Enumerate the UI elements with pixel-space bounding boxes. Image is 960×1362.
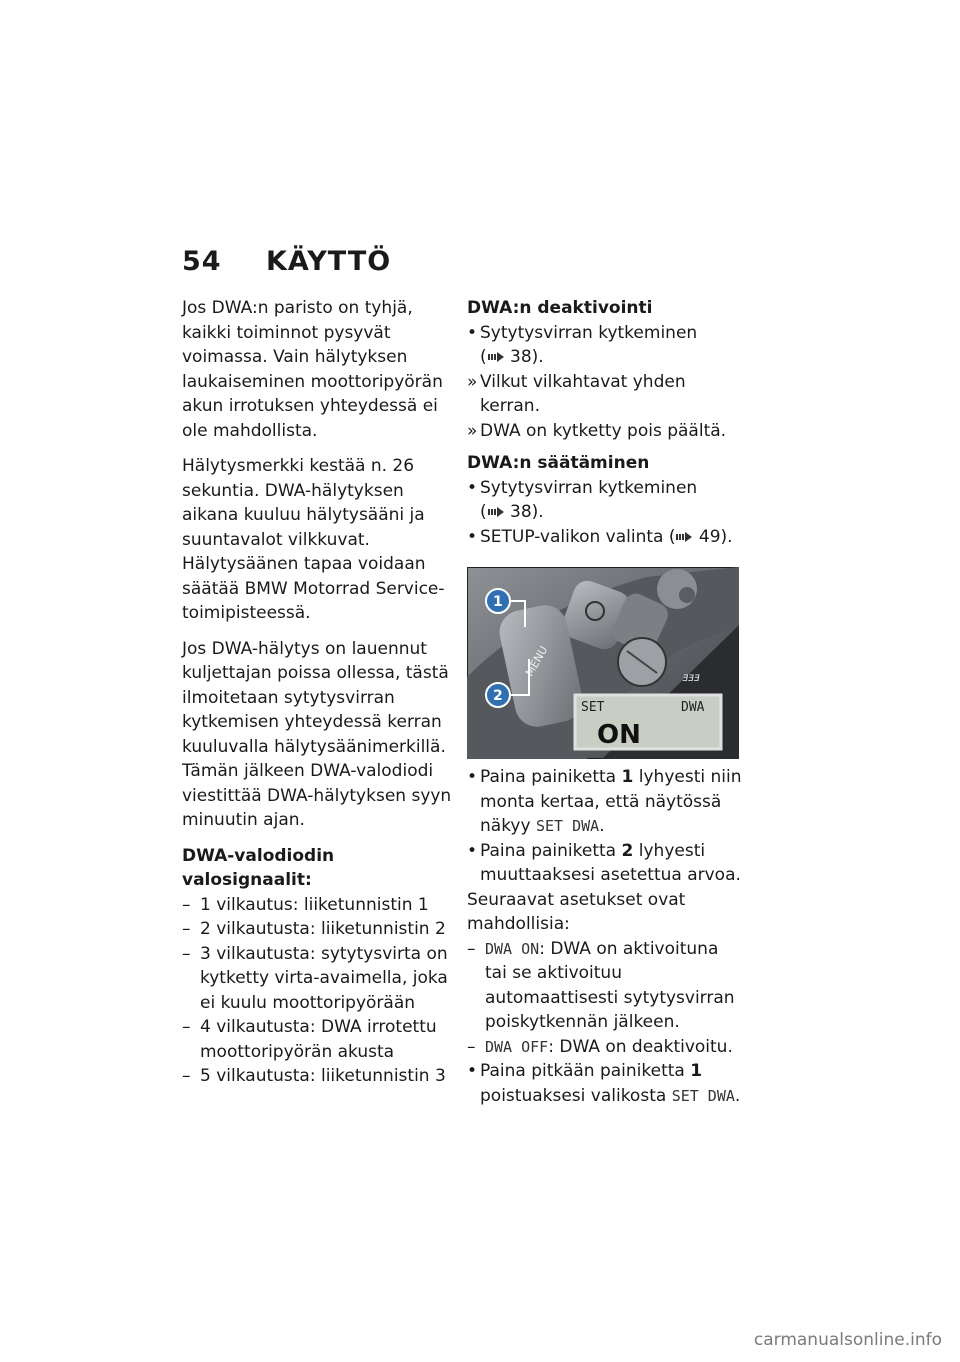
list-item: – DWA OFF: DWA on deaktivoitu. bbox=[467, 1036, 733, 1057]
display-text-on: ON bbox=[597, 720, 641, 750]
page-reference-arrow-icon bbox=[487, 351, 505, 363]
svg-text:ƎƎƎ: ƎƎƎ bbox=[682, 674, 700, 684]
list-item: » DWA on kytketty pois päältä. bbox=[467, 420, 727, 441]
list-item: – DWA ON: DWA on aktivoituna tai se aktivoituu automaattisesti sytytysvirran poiskytkennän jälkeen. bbox=[467, 938, 735, 1032]
adjustment-heading: DWA:n säätäminen bbox=[467, 453, 650, 473]
page-reference-arrow-icon bbox=[487, 506, 505, 518]
menu-steps bbox=[467, 765, 742, 888]
settings-options bbox=[467, 937, 742, 1060]
page-reference-arrow-icon bbox=[675, 531, 693, 543]
menu-button-label: MENU bbox=[522, 643, 551, 679]
deactivation-heading: DWA:n deaktivointi bbox=[467, 298, 653, 318]
list-item: » Vilkut vilkahtavat yhden kerran. bbox=[467, 371, 686, 416]
watermark: carmanualsonline.info bbox=[753, 1330, 942, 1350]
right-column bbox=[467, 296, 742, 1114]
list-item: – 4 vilkautusta: DWA irrotettu moottoripyörän akusta bbox=[182, 1017, 437, 1062]
page-title: KÄYTTÖ bbox=[266, 246, 392, 277]
list-item: • Paina painiketta 1 lyhyesti niin monta kertaa, että näytössä näkyy SET DWA. bbox=[467, 767, 742, 836]
list-item: • Paina painiketta 2 lyhyesti muuttaaksesi asetettua arvoa. bbox=[467, 840, 741, 885]
adjustment-steps bbox=[467, 476, 742, 550]
deactivation-steps bbox=[467, 321, 742, 444]
left-column bbox=[182, 296, 454, 1095]
list-item: – 3 vilkautusta: sytytysvirta on kytketty virta-avaimella, joka ei kuulu moottoripyörään bbox=[182, 943, 448, 1013]
list-item: • Sytytysvirran kytkeminen ( 38). bbox=[467, 322, 698, 367]
page-number: 54 bbox=[182, 246, 222, 277]
list-item: • SETUP-valikon valinta ( 49). bbox=[467, 526, 733, 547]
page-header bbox=[182, 246, 391, 277]
list-item: – 2 vilkautusta: liiketunnistin 2 bbox=[182, 919, 446, 939]
list-item: • Sytytysvirran kytkeminen ( 38). bbox=[467, 477, 698, 522]
callout-2: 2 bbox=[493, 688, 503, 704]
handlebar-figure bbox=[467, 567, 739, 759]
display-text-dwa: DWA bbox=[681, 700, 705, 715]
handlebar-illustration bbox=[467, 567, 739, 759]
led-signals-heading: DWA-valodiodin valosignaalit: bbox=[182, 845, 335, 890]
callout-1: 1 bbox=[493, 594, 503, 610]
paragraph-alarm-triggered: Jos DWA-hälytys on lauennut kuljettajan poissa ollessa, tästä ilmoitetaan sytytysvirran kytkemisen yhteydessä kerran kuuluvalla hälytysäänimerkillä. Tämän jälkeen DWA-valodiodi viestittää DWA-hälytyksen syyn minuutin ajan. bbox=[182, 638, 452, 830]
list-item: – 5 vilkautusta: liiketunnistin 3 bbox=[182, 1066, 446, 1086]
exit-steps bbox=[467, 1059, 742, 1108]
list-item: • Paina pitkään painiketta 1 poistuaksesi valikosta SET DWA. bbox=[467, 1061, 741, 1106]
paragraph-alarm-duration: Hälytysmerkki kestää n. 26 sekuntia. DWA-hälytyksen aikana kuuluu hälytysääni ja suuntavalot vilkkuvat. Hälytysäänen tapaa voidaan säätää BMW Motorrad Service-toimipisteessä. bbox=[182, 456, 445, 623]
display-text-set: SET bbox=[581, 700, 605, 715]
paragraph-battery: Jos DWA:n paristo on tyhjä, kaikki toiminnot pysyvät voimassa. Vain hälytyksen laukaiseminen moottoripyörän akun irrotuksen yhteydessä ei ole mahdollista. bbox=[182, 298, 443, 441]
list-item: – 1 vilkautus: liiketunnistin 1 bbox=[182, 894, 429, 915]
settings-intro: Seuraavat asetukset ovat mahdollisia: bbox=[467, 889, 686, 934]
led-signals-list bbox=[182, 893, 454, 1089]
